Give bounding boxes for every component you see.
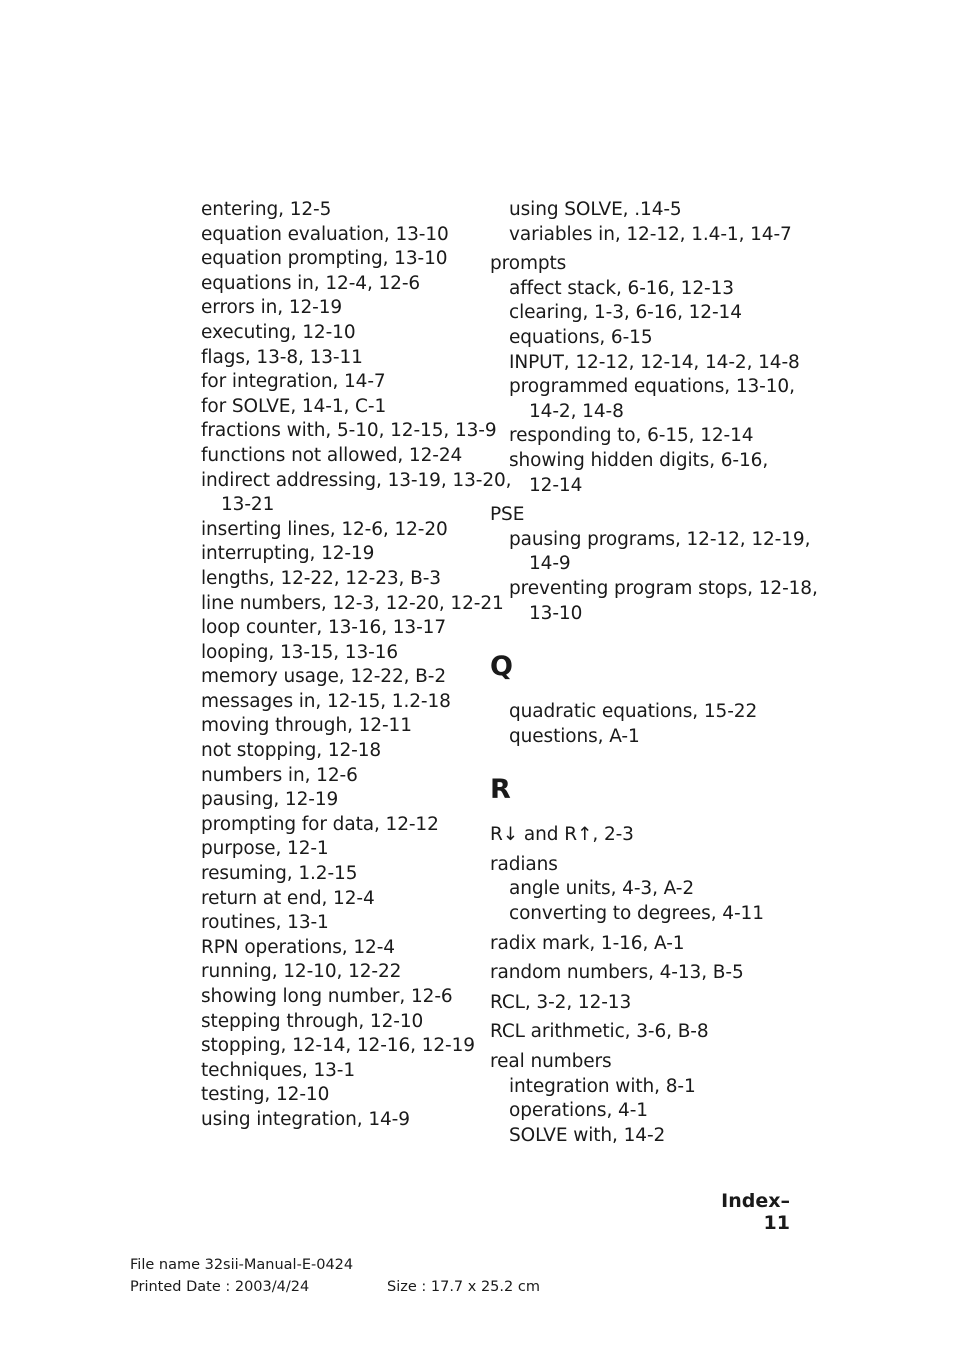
- index-sub-entry: techniques, 13-1: [201, 1059, 356, 1081]
- index-sub-entry: fractions with, 5-10, 12-15, 13-9: [201, 420, 497, 442]
- index-sub-entry: loop counter, 13-16, 13-17: [201, 617, 447, 639]
- index-sub-entry: questions, A-1: [509, 725, 640, 747]
- index-sub-entry: resuming, 1.2-15: [201, 863, 358, 885]
- index-entry-continuation: 14-9: [529, 553, 571, 575]
- index-sub-entry: equation prompting, 13-10: [201, 248, 448, 270]
- index-sub-entry: looping, 13-15, 13-16: [201, 641, 399, 663]
- index-sub-entry: flags, 13-8, 13-11: [201, 346, 363, 368]
- index-letter-heading: R: [490, 774, 511, 806]
- index-sub-entry: for SOLVE, 14-1, C-1: [201, 395, 387, 417]
- index-sub-entry: entering, 12-5: [201, 199, 332, 220]
- index-main-entry: real numbers: [490, 1051, 612, 1073]
- index-sub-entry: stopping, 12-14, 12-16, 12-19: [201, 1035, 475, 1057]
- index-entry-continuation: 14-2, 14-8: [529, 400, 624, 422]
- index-sub-entry: preventing program stops, 12-18,: [509, 577, 818, 599]
- index-sub-entry: memory usage, 12-22, B-2: [201, 666, 447, 688]
- index-sub-entry: purpose, 12-1: [201, 838, 329, 860]
- index-sub-entry: integration with, 8-1: [509, 1075, 696, 1097]
- index-sub-entry: routines, 13-1: [201, 912, 329, 934]
- index-main-entry: prompts: [490, 253, 567, 275]
- index-sub-entry: prompting for data, 12-12: [201, 813, 439, 835]
- index-sub-entry: INPUT, 12-12, 12-14, 14-2, 14-8: [509, 351, 800, 373]
- index-sub-entry: not stopping, 12-18: [201, 740, 382, 762]
- index-sub-entry: showing long number, 12-6: [201, 986, 453, 1007]
- index-main-entry: RCL, 3-2, 12-13: [490, 991, 632, 1013]
- index-sub-entry: stepping through, 12-10: [201, 1010, 424, 1032]
- footer-size: Size : 17.7 x 25.2 cm: [387, 1279, 540, 1295]
- index-sub-entry: RPN operations, 12-4: [201, 936, 395, 958]
- footer-printed-date: Printed Date : 2003/4/24: [130, 1279, 310, 1295]
- index-sub-entry: programmed equations, 13-10,: [509, 376, 795, 398]
- index-sub-entry: clearing, 1-3, 6-16, 12-14: [509, 302, 742, 324]
- index-entry-continuation: 13-21: [221, 494, 275, 516]
- index-entry-continuation: 12-14: [529, 474, 583, 496]
- index-main-entry: random numbers, 4-13, B-5: [490, 962, 744, 984]
- index-sub-entry: messages in, 12-15, 1.2-18: [201, 690, 451, 712]
- index-sub-entry: line numbers, 12-3, 12-20, 12-21: [201, 592, 504, 614]
- index-sub-entry: lengths, 12-22, 12-23, B-3: [201, 567, 441, 589]
- index-main-entry: radix mark, 1-16, A-1: [490, 932, 685, 954]
- index-sub-entry: quadratic equations, 15-22: [509, 701, 758, 723]
- index-main-entry: PSE: [490, 504, 525, 526]
- index-sub-entry: testing, 12-10: [201, 1084, 330, 1106]
- index-sub-entry: indirect addressing, 13-19, 13-20,: [201, 469, 512, 491]
- index-sub-entry: operations, 4-1: [509, 1100, 648, 1122]
- page-number: Index–11: [721, 1190, 790, 1234]
- index-sub-entry: executing, 12-10: [201, 321, 356, 343]
- index-sub-entry: responding to, 6-15, 12-14: [509, 425, 754, 447]
- index-main-entry: radians: [490, 853, 558, 875]
- index-sub-entry: pausing, 12-19: [201, 789, 339, 811]
- index-sub-entry: equations in, 12-4, 12-6: [201, 272, 421, 294]
- index-sub-entry: return at end, 12-4: [201, 887, 375, 909]
- index-sub-entry: equations, 6-15: [509, 326, 653, 348]
- index-sub-entry: pausing programs, 12-12, 12-19,: [509, 528, 811, 550]
- index-sub-entry: inserting lines, 12-6, 12-20: [201, 518, 448, 540]
- index-sub-entry: using integration, 14-9: [201, 1108, 410, 1130]
- index-column-right: [490, 198, 818, 1148]
- index-letter-heading: Q: [490, 651, 513, 683]
- index-sub-entry: variables in, 12-12, 1.4-1, 14-7: [509, 223, 792, 245]
- index-sub-entry: functions not allowed, 12-24: [201, 444, 463, 466]
- index-entry-continuation: 13-10: [529, 602, 583, 624]
- index-sub-entry: showing hidden digits, 6-16,: [509, 449, 769, 471]
- index-sub-entry: moving through, 12-11: [201, 715, 412, 737]
- index-main-entry: RCL arithmetic, 3-6, B-8: [490, 1021, 709, 1043]
- footer-filename: File name 32sii-Manual-E-0424: [130, 1257, 354, 1273]
- index-sub-entry: converting to degrees, 4-11: [509, 903, 764, 925]
- index-sub-entry: using SOLVE, .14-5: [509, 199, 682, 220]
- index-sub-entry: for integration, 14-7: [201, 371, 386, 393]
- index-sub-entry: numbers in, 12-6: [201, 764, 358, 786]
- index-sub-entry: errors in, 12-19: [201, 297, 343, 319]
- index-sub-entry: interrupting, 12-19: [201, 543, 375, 565]
- index-main-entry: R↓ and R↑, 2-3: [490, 824, 634, 846]
- index-sub-entry: affect stack, 6-16, 12-13: [509, 277, 734, 299]
- index-sub-entry: equation evaluation, 13-10: [201, 223, 449, 245]
- index-sub-entry: angle units, 4-3, A-2: [509, 878, 695, 900]
- index-sub-entry: SOLVE with, 14-2: [509, 1124, 666, 1146]
- index-sub-entry: running, 12-10, 12-22: [201, 961, 402, 983]
